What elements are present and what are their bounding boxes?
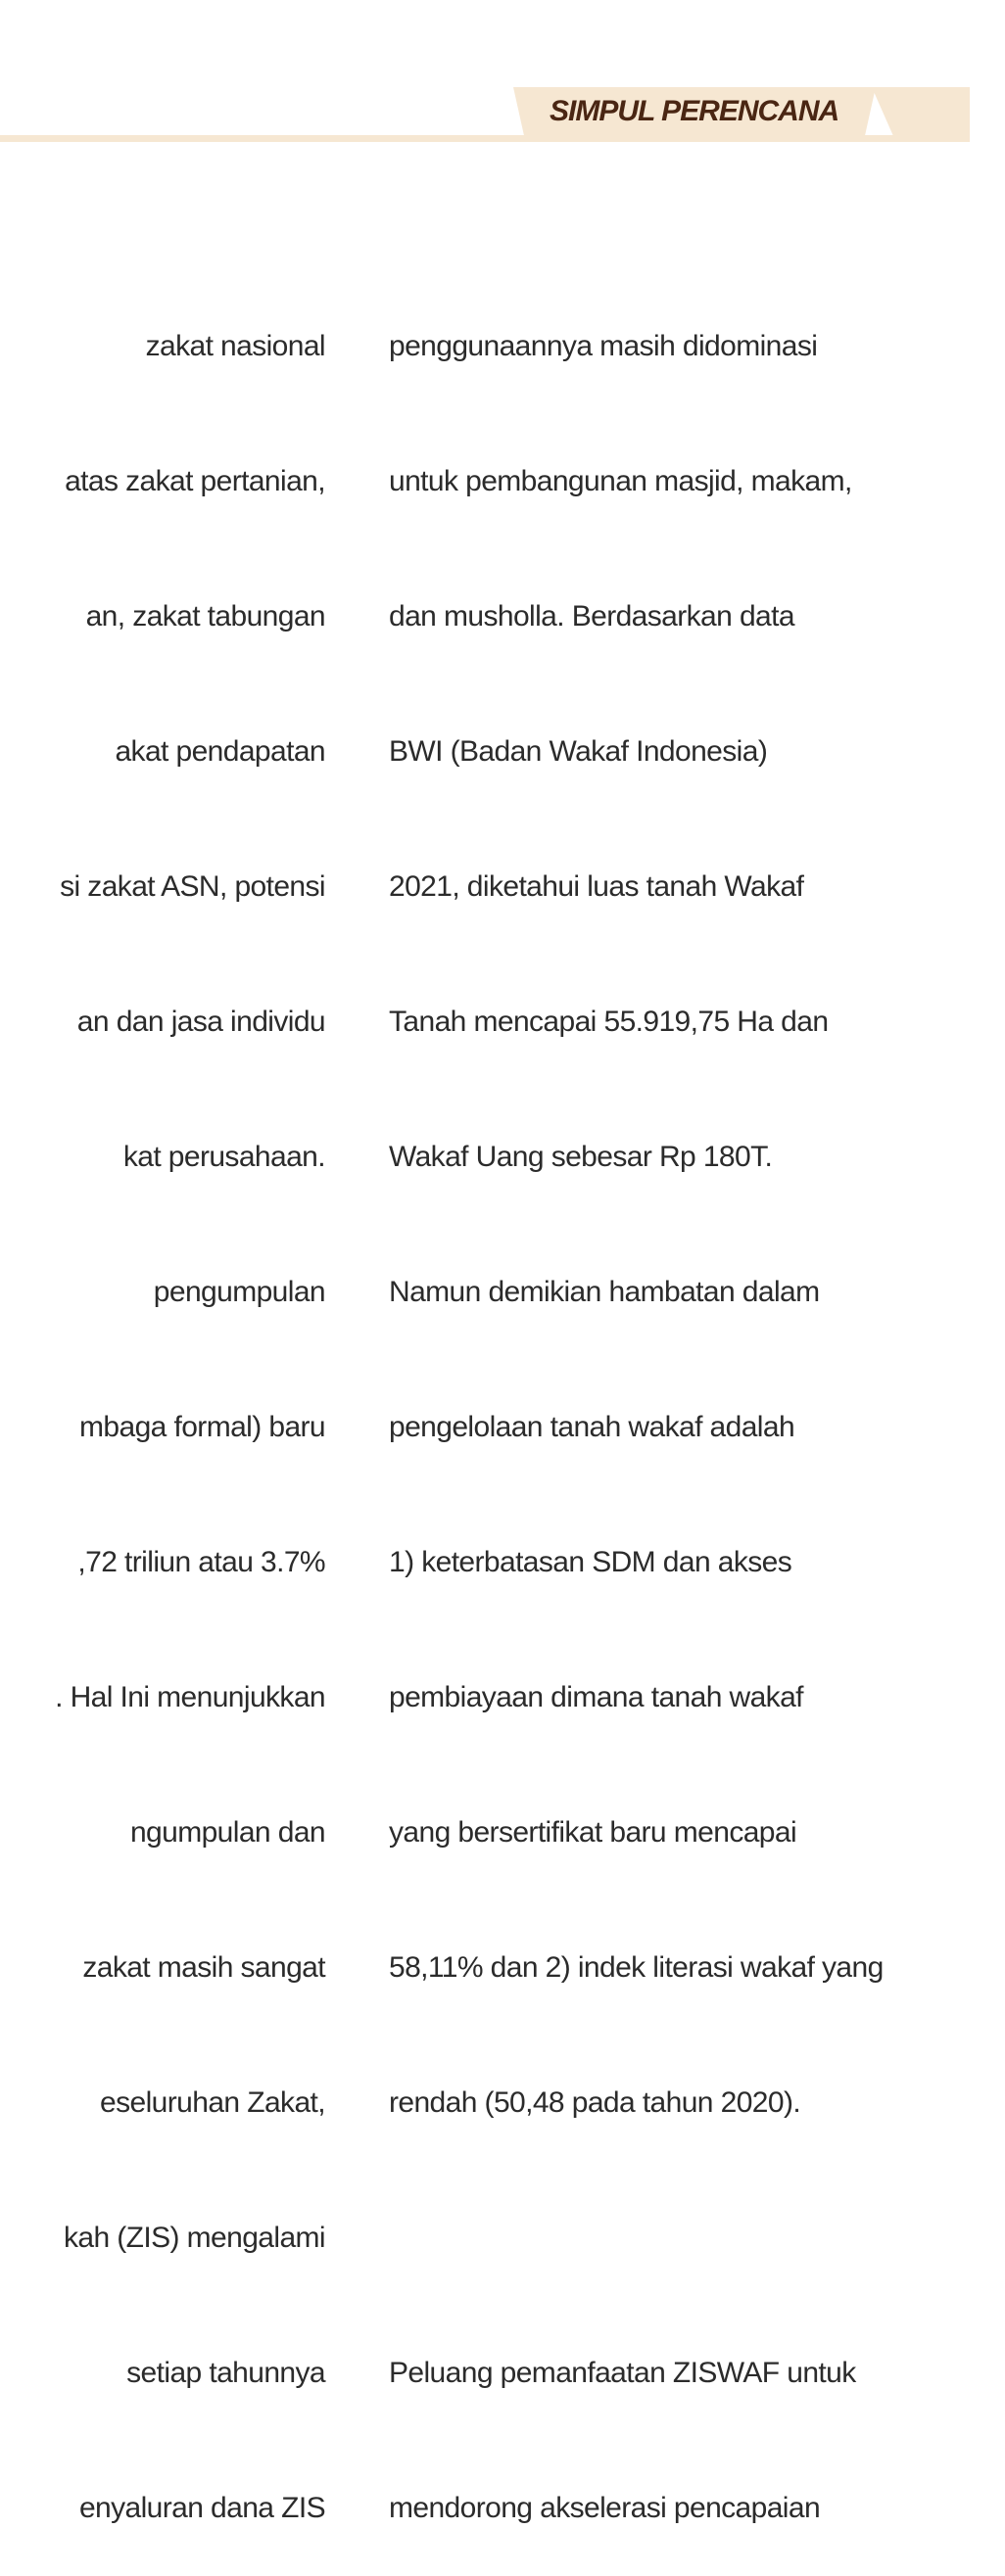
text-line: zakat masih sangat: [82, 1951, 325, 1984]
text-line: eseluruhan Zakat,: [100, 2086, 325, 2119]
paragraph-gap: [389, 2216, 986, 2261]
section-title: SIMPUL PERENCANA: [550, 95, 839, 127]
text-line: Peluang pemanfaatan ZISWAF untuk: [389, 2357, 856, 2389]
text-line: untuk pembangunan masjid, makam,: [389, 465, 852, 497]
text-line: zakat nasional: [145, 330, 325, 362]
text-line: an dan jasa individu: [76, 1006, 325, 1038]
text-line: Tanah mencapai 55.919,75 Ha dan: [389, 1006, 829, 1038]
text-line: mendorong akselerasi pencapaian: [389, 2492, 821, 2524]
text-line: setiap tahunnya: [126, 2357, 325, 2389]
text-line: BWI (Badan Wakaf Indonesia): [389, 735, 768, 768]
left-text-column: [0, 234, 325, 2576]
right-text-column: [389, 234, 986, 2576]
text-line: penggunaannya masih didominasi: [389, 330, 818, 362]
text-line: enyaluran dana ZIS: [78, 2492, 325, 2524]
text-line: ,72 triliun atau 3.7%: [77, 1546, 325, 1578]
text-line: rendah (50,48 pada tahun 2020).: [389, 2086, 801, 2119]
text-line: ngumpulan dan: [129, 1816, 325, 1849]
text-line: kah (ZIS) mengalami: [63, 2222, 325, 2254]
text-line: 1) keterbatasan SDM dan akses: [389, 1546, 792, 1578]
text-line: Namun demikian hambatan dalam: [389, 1276, 820, 1308]
text-line: akat pendapatan: [115, 735, 325, 768]
text-line: . Hal Ini menunjukkan: [55, 1681, 325, 1713]
text-line: pembiayaan dimana tanah wakaf: [389, 1681, 803, 1713]
text-line: pengumpulan: [153, 1276, 325, 1308]
section-header-corner: [872, 87, 970, 136]
text-line: Wakaf Uang sebesar Rp 180T.: [389, 1141, 773, 1173]
text-line: dan musholla. Berdasarkan data: [389, 600, 794, 632]
text-line: 2021, diketahui luas tanah Wakaf: [389, 870, 804, 903]
text-line: 58,11% dan 2) indek literasi wakaf yang: [389, 1951, 884, 1984]
text-line: kat perusahaan.: [122, 1141, 325, 1173]
text-line: an, zakat tabungan: [85, 600, 325, 632]
text-line: mbaga formal) baru: [79, 1411, 325, 1443]
text-line: pengelolaan tanah wakaf adalah: [389, 1411, 795, 1443]
text-line: si zakat ASN, potensi: [60, 870, 325, 903]
text-line: yang bersertifikat baru mencapai: [389, 1816, 797, 1849]
text-line: atas zakat pertanian,: [65, 465, 325, 497]
header-rule: [0, 135, 970, 142]
